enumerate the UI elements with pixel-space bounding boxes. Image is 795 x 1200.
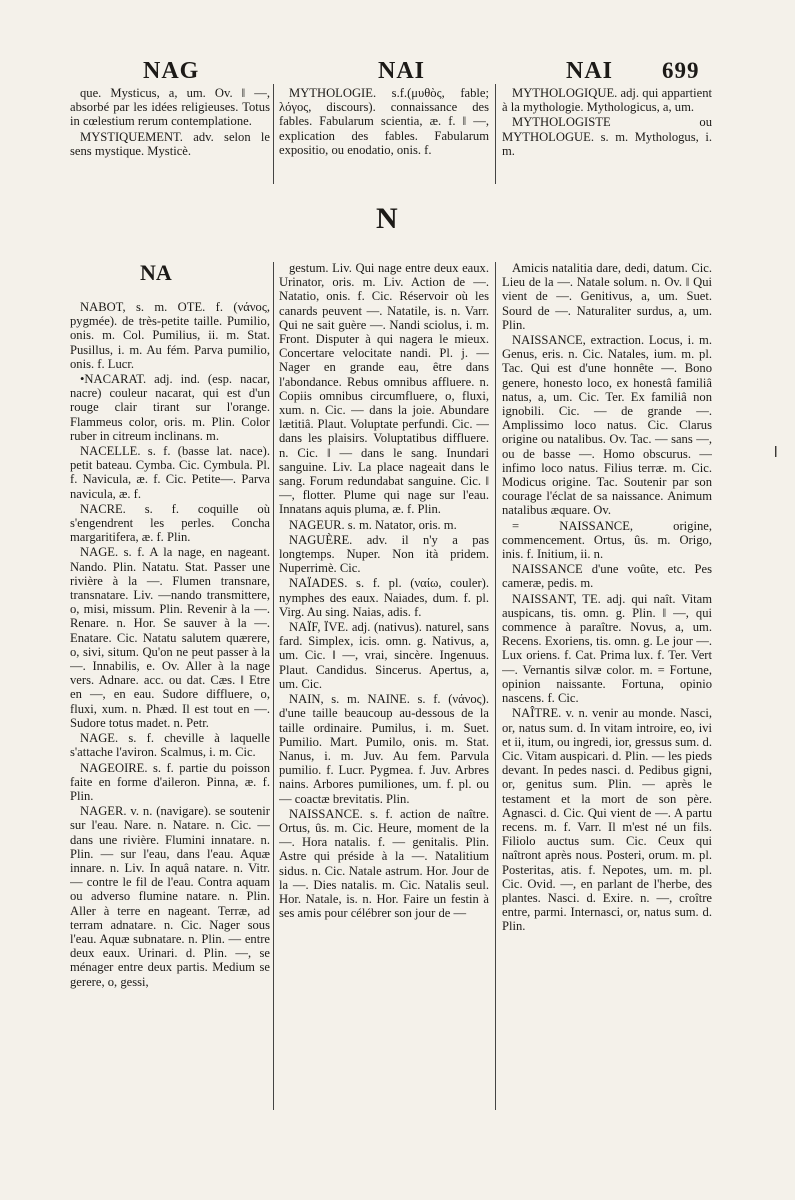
entry-text: NAISSANT, TE. adj. qui naît. Vitam auspicans, tis. omn. g. Plin. ‖ —, qui commence à paraître. Novus, a, um. Recens. Exoriens, tis. omn. g. Le jour —. Lux oriens. f. Cat. Prima lux. f. Ter. Vert —. Vernantis silvæ color. m. = Fortune, opinion naissante. Fortuna, opinio nascens. f. Cic. xyxy=(502,591,712,706)
top-column-2 xyxy=(279,86,489,186)
entry-text: NAÏADES. s. f. pl. (ναίω, couler). nymphes des eaux. Naiades, dum. f. pl. Virg. Au sing. Naias, adis. f. xyxy=(279,576,489,619)
entry-text: NAÎTRE. v. n. venir au monde. Nasci, or, natus sum. d. In vitam introire, eo, ivi et ii, itum, ou ingredi, ior, gressus sum. d. Cic. Vitam auspicari. d. Plin. — les pieds devant. In pedes nasci. d. Pedibus gigni, or, genitus sum. Plin. — après le testament et la mort de son père. Agnasci. d. Cic. Qui vient de —. A partu recens. m. f. Varr. Il m'est né un fils. Filiolo auctus sum. Cic. Ceux qui naîtront après nous. Posteri, orum. m. pl. Posteritas, atis. f. Nepotes, um. m. pl. Cic. Ovid. —, en parlant de l'herbe, des plantes. Nasci. d. Exire. n. —, croître entre, parmi. Internasci, or, natus sum. d. Plin. xyxy=(502,706,712,934)
column-divider xyxy=(495,262,496,1110)
running-head-middle: NAI xyxy=(378,58,426,84)
entry-text: NAGUÈRE. adv. il n'y a pas longtemps. Nuper. Non ità pridem. Nuperrimè. Cic. xyxy=(279,532,489,576)
entry-text: NAGEUR. s. m. Natator, oris. m. xyxy=(289,517,457,532)
top-column-3 xyxy=(502,86,712,186)
entry-text: NACRE. s. f. coquille où s'engendrent les perles. Concha margaritifera, æ. f. Plin. xyxy=(70,501,270,545)
main-column-1 xyxy=(70,300,270,1110)
entry-text: NACELLE. s. f. (basse lat. nace). petit bateau. Cymba. Cic. Cymbula. Pl. f. Navicula, æ. f. Cic. Petite—. Parva navicula, æ. f. xyxy=(70,444,270,501)
entry-text: NAISSANCE, extraction. Locus, i. m. Genus, eris. n. Cic. Natales, ium. m. pl. Tac. Qui est d'une honnête —. Bono genere, honesto loco, ex honestâ familiâ natus, a, um. Cic. Ter. Ex familiâ non ignobili. Cic. — de grande —. Amplissimo loco natus. Cic. Clarus origine ou natalibus. Ov. Tac. — sans —, ou de basse —. Homo obscurus. — infimo loco natus. Filius terræ. m. Cic. Modicus origine. Tac. Soutenir par son courage l'éclat de sa naissance. Animum natalibus æquare. Ov. xyxy=(502,333,712,518)
entry-text: NAISSANCE. s. f. action de naître. Ortus, ûs. m. Cic. Heure, moment de la —. Hora natalis. f. — genitalis. Plin. Astre qui préside à la —. Natalitium sidus. n. Cic. Natale astrum. Hor. Jour de la —. Dies natalis. m. Cic. Natalis seul. Hor. Natale, is. n. Hor. Faire un festin à ses amis pour célébrer son jour de — xyxy=(279,806,489,921)
entry-text: NAIN, s. m. NAINE. s. f. (νάνος). d'une taille beaucoup au-dessous de la taille ordinaire. Pumilus, i. m. Suet. Pumilio. Mart. Pumilo, onis. m. Stat. Nanus, i. m. Juv. Au fem. Parvula pumilio. f. Lucr. Pygmea. f. Juv. Arbres nains. Arbores pumiliones, um. f. pl. ou — coactæ brevitatis. Plin. xyxy=(279,692,489,806)
entry-text: •NACARAT. adj. ind. (esp. nacar, nacre) couleur nacarat, qui est d'un rouge clair tirant sur l'orange. Flammeus color, oris. m. Plin. Color ruber in citreum inclinans. m. xyxy=(70,372,270,443)
entry-text: NABOT, s. m. OTE. f. (νάνος, pygmée). de très-petite taille. Pumilio, onis. m. Col. Pumilius, ii. m. Stat. Pusillus, i. m. Au fém. Parva pumilio, onis. f. Lucr. xyxy=(70,300,270,371)
margin-mark: ǀ xyxy=(774,444,778,461)
entry-text: MYSTIQUEMENT. adv. selon le sens mystique. Mysticè. xyxy=(70,129,270,158)
entry-text: NAISSANCE d'une voûte, etc. Pes cameræ, pedis. m. xyxy=(502,562,712,591)
entry-text: NAGE. s. f. cheville à laquelle s'attache l'aviron. Scalmus, i. m. Cic. xyxy=(70,731,270,760)
section-letter-heading: N xyxy=(376,202,398,235)
running-head-left: NAG xyxy=(143,58,200,84)
entry-text: NAGEOIRE. s. f. partie du poisson faite en forme d'aileron. Pinna, æ. f. Plin. xyxy=(70,760,270,803)
entry-text: NAGER. v. n. (navigare). se soutenir sur l'eau. Nare. n. Natare. n. Cic. — dans une rivière. Flumini innatare. n. Plin. — sur l'eau, dans l'eau. Aquæ innare. n. Liv. In aquâ natare. n. Vitr. — contre le fil de l'eau. Contra aquam ou adverso flumine natare. n. Plin. Aller à terre en nageant. Terræ, ad terram adnatare. n. Cic. Nager sous l'eau. Aquæ subnatare. n. Plin. — entre deux eaux. Urinari. d. Plin. —, se ménager entre deux partis. Medium se gerere, o, gessi, xyxy=(70,804,270,989)
page-number: 699 xyxy=(662,58,700,83)
entry-text: MYTHOLOGISTE ou MYTHOLOGUE. s. m. Mythologus, i. m. xyxy=(502,115,712,158)
column-divider xyxy=(273,84,274,184)
main-column-3 xyxy=(502,261,712,1111)
entry-text: NAGE. s. f. A la nage, en nageant. Nando. Plin. Natatu. Stat. Passer une rivière à la —. Flumen transnare, transnatare. Liv. —nando transmittere, o, misi, missum. Plin. Revenir à la —. Renare. n. Hor. Se sauver à la —. Enatare. Cic. Natatu salutem quærere, o, sivi, situm. Qu'on ne peut passer à la —. Innabilis, e. Ov. Aller à la nage vers. Adnare. acc. ou dat. Cæs. ‖ Etre en —, en eau. Sudore diffluere, o, fluxi, xum. n. Phæd. Il est tout en —. Sudore totus madet. n. Petr. xyxy=(70,545,270,730)
entry-text: = NAISSANCE, origine, commencement. Ortus, ûs. m. Origo, inis. f. Initium, ii. n. xyxy=(502,518,712,562)
column-title: NA xyxy=(140,260,172,285)
entry-text: gestum. Liv. Qui nage entre deux eaux. Urinator, oris. m. Liv. Action de —. Natatio, onis. f. Cic. Réservoir où les canards peuvent —. Natatile, is. n. Varr. Qui ne sait guère —. Nandi sciolus, i. m. Front. Disputer à qui nagera le mieux. Concertare velocitate nandi. Pl. j. — Nager en grande eau, être dans l'abondance. Rebus omnibus affluere. n. Copiis omnibus circumfluere, o, fluxi, xum. n. Cic. — dans la joie. Abundare lætitiâ. Plaut. Voluptate perfundi. Cic. — dans les plaisirs. Voluptatibus diffluere. n. Cic. ‖ — dans le sang. Inundari sanguine. Liv. La place nageait dans le sang. Forum redundabat sanguine. Cic. ‖—, flotter. Plume qui nage sur l'eau. Innatans aquis pluma, æ. f. Plin. xyxy=(279,261,489,517)
entry-text: NAÏF, ÏVE. adj. (nativus). naturel, sans fard. Simplex, icis. omn. g. Nativus, a, um. Cic. ‖ —, vrai, sincère. Ingenuus. Plaut. Candidus. Sincerus. Apertus, a, um. Cic. xyxy=(279,620,489,691)
column-divider xyxy=(495,84,496,184)
column-divider xyxy=(273,262,274,1110)
entry-text: que. Mysticus, a, um. Ov. ‖ —, absorbé par les idées religieuses. Totus in cœlestium rerum contemplatione. xyxy=(70,86,270,129)
top-column-1 xyxy=(70,86,270,166)
entry-text: MYTHOLOGIE. s.f.(μυθὸς, fable; λόγος, discours). connaissance des fables. Fabularum scientia, æ. f. ‖ —, explication des fables. Fabularum expositio, ou enodatio, onis. f. xyxy=(279,86,489,157)
entry-text: Amicis natalitia dare, dedi, datum. Cic. Lieu de la —. Natale solum. n. Ov. ‖ Qui vient de —. Genitivus, a, um. Suet. Sourd de —. Naturaliter surdus, a, um. Plin. xyxy=(502,261,712,332)
main-column-2 xyxy=(279,261,489,1111)
entry-text: MYTHOLOGIQUE. adj. qui appartient à la mythologie. Mythologicus, a, um. xyxy=(502,86,712,115)
running-head-right: NAI xyxy=(566,58,614,84)
